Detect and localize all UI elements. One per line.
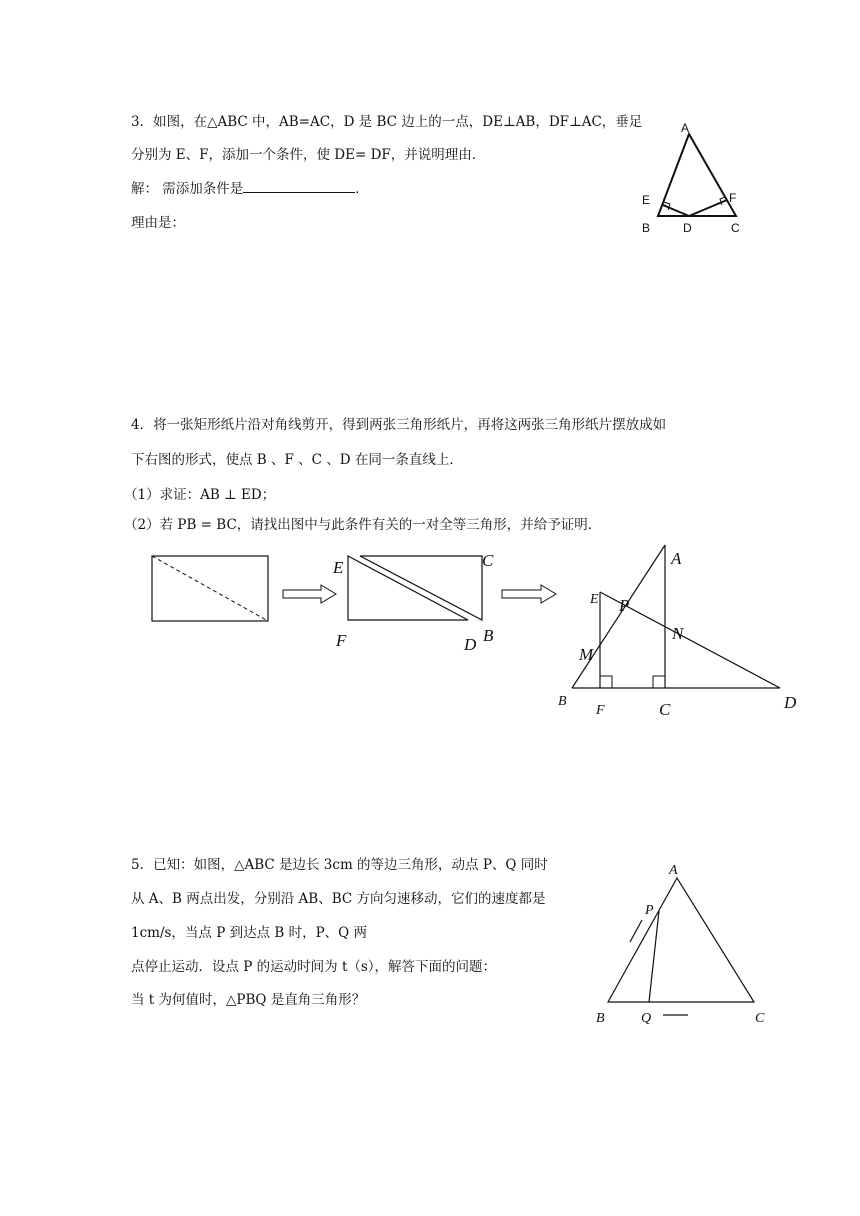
q4-label-a: A — [671, 549, 682, 568]
q5-line2: 从 A、B 两点出发，分别沿 AB、BC 方向匀速移动，它们的速度都是 — [131, 891, 546, 907]
q4-label-e: E — [590, 592, 599, 607]
q5-triangle-abc — [608, 878, 754, 1002]
q5-label-c: C — [755, 1011, 765, 1026]
q5-line4: 点停止运动．设点 P 的运动时间为 t（s），解答下面的问题： — [131, 959, 497, 975]
q3-figure — [640, 118, 750, 238]
q3-label-f: F — [729, 191, 737, 205]
q4-label-b: B — [558, 694, 567, 709]
q4-label-n: N — [672, 624, 684, 643]
q5-line1: 5．已知：如图，△ABC 是边长 3cm 的等边三角形，动点 P、Q 同时 — [131, 857, 548, 873]
q5-label-a: A — [669, 863, 678, 878]
q3-label-b: B — [642, 221, 651, 235]
q3-line2: 分别为 E、F，添加一个条件，使 DE= DF，并说明理由． — [131, 147, 486, 163]
q4-cut-line — [152, 556, 268, 621]
q4-label-d: D — [784, 693, 797, 712]
arrow-right-icon — [502, 585, 556, 603]
q3-answer-blank[interactable] — [243, 180, 355, 193]
q4-rectangle-figure — [152, 556, 268, 621]
q4-part1: （1）求证：AB ⊥ ED； — [124, 487, 276, 503]
q4-line1: 4．将一张矩形纸片沿对角线剪开，得到两张三角形纸片，再将这两张三角形纸片摆放成如 — [131, 417, 667, 433]
q5-line3: 1cm/s，当点 P 到达点 B 时，P、Q 两 — [131, 925, 368, 941]
q4-right-angle-f — [600, 676, 612, 688]
q4-label-p: P — [619, 596, 630, 615]
q3-reason: 理由是： — [131, 215, 185, 231]
q4-split-figure — [348, 556, 482, 620]
q3-segment-de — [663, 205, 689, 216]
q3-answer-prefix: 解： 需添加条件是 — [131, 181, 244, 197]
q3-label-e: E — [642, 193, 651, 207]
q4-mid-label-b: B — [483, 626, 494, 645]
q3-answer-suffix: ． — [355, 181, 369, 197]
q3-label-a: A — [681, 121, 690, 135]
q4-lower-triangle — [348, 556, 468, 620]
q4-segment-ab — [572, 545, 665, 688]
q5-label-p: P — [645, 903, 654, 918]
q3-answer — [131, 180, 369, 198]
q4-label-m: M — [579, 645, 594, 664]
q5-label-b: B — [596, 1011, 605, 1026]
q4-mid-label-f: F — [336, 631, 347, 650]
q4-label-c: C — [659, 700, 671, 719]
q4-mid-label-c: C — [482, 551, 494, 570]
q5-label-q: Q — [641, 1011, 652, 1026]
q4-upper-triangle — [360, 556, 482, 620]
q4-figures — [140, 540, 820, 719]
q5-line5: 当 t 为何值时，△PBQ 是直角三角形？ — [131, 992, 366, 1008]
arrow-right-icon — [283, 585, 336, 603]
q3-line1: 3．如图，在△ABC 中，AB=AC，D 是 BC 边上的一点，DE⊥AB，DF⊥AC，垂足 — [131, 114, 643, 130]
q3-label-c: C — [731, 221, 740, 235]
q4-mid-label-d: D — [464, 635, 477, 654]
q3-label-d: D — [683, 221, 692, 235]
q4-line2: 下右图的形式，使点 B 、F 、C 、D 在同一条直线上． — [131, 452, 463, 468]
q5-figure — [590, 858, 780, 1028]
q4-label-f: F — [596, 703, 605, 718]
q4-mid-label-e: E — [333, 558, 344, 577]
q4-part2: （2）若 PB = BC，请找出图中与此条件有关的一对全等三角形，并给予证明． — [124, 517, 602, 533]
q5-mark-ab — [630, 920, 642, 942]
q4-right-angle-c — [653, 676, 665, 688]
